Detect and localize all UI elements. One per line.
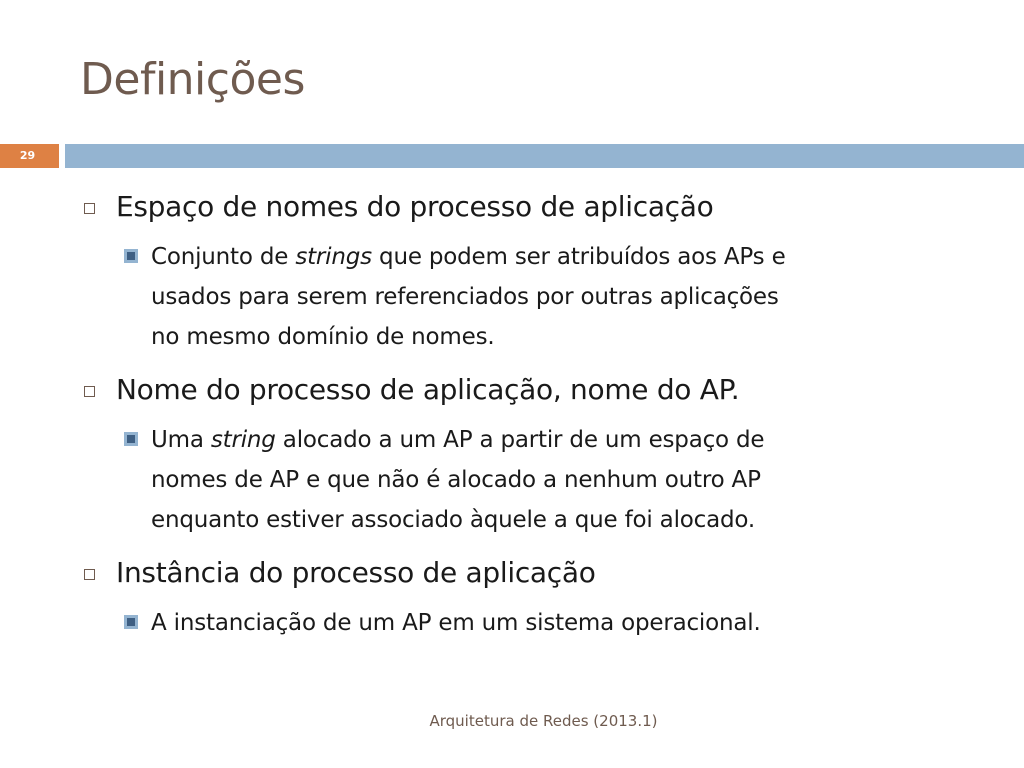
sub-bullet-line — [151, 237, 996, 277]
filled-square-bullet-icon — [124, 249, 138, 263]
bullet-text: Instância do processo de aplicação — [116, 556, 596, 589]
filled-square-bullet-icon — [124, 432, 138, 446]
sub-bullet-line: A instanciação de um AP em um sistema operacional. — [151, 610, 761, 636]
sub-bullet-text-italic: string — [210, 427, 276, 453]
sub-bullet-text-plain: Conjunto de — [151, 244, 296, 270]
slide-footer: Arquitetura de Redes (2013.1) — [429, 712, 658, 730]
sub-bullet-text-italic: strings — [295, 244, 372, 270]
hollow-square-bullet-icon — [84, 386, 95, 397]
slide-title: Definições — [80, 54, 305, 105]
sub-bullet-text-plain: que podem ser atribuídos aos APs e — [371, 244, 786, 270]
sub-bullet-line: nomes de AP e que não é alocado a nenhum outro AP — [151, 467, 761, 493]
sub-bullet-text — [151, 420, 996, 540]
sub-bullet-line — [151, 420, 996, 460]
sub-bullet-line: no mesmo domínio de nomes. — [151, 324, 495, 350]
filled-square-bullet-icon — [124, 615, 138, 629]
hollow-square-bullet-icon — [84, 203, 95, 214]
sub-bullet-line: usados para serem referenciados por outras aplicações — [151, 284, 779, 310]
sub-bullet-text-plain: alocado a um AP a partir de um espaço de — [275, 427, 765, 453]
sub-bullet-text — [151, 237, 996, 357]
header-bar — [65, 144, 1024, 168]
sub-bullet-text — [151, 603, 996, 643]
sub-bullet-line: enquanto estiver associado àquele a que foi alocado. — [151, 507, 755, 533]
hollow-square-bullet-icon — [84, 569, 95, 580]
sub-bullet-text-plain: Uma — [151, 427, 211, 453]
bullet-text: Espaço de nomes do processo de aplicação — [116, 190, 714, 223]
slide-number: 29 — [0, 144, 59, 168]
bullet-text: Nome do processo de aplicação, nome do AP. — [116, 373, 740, 406]
